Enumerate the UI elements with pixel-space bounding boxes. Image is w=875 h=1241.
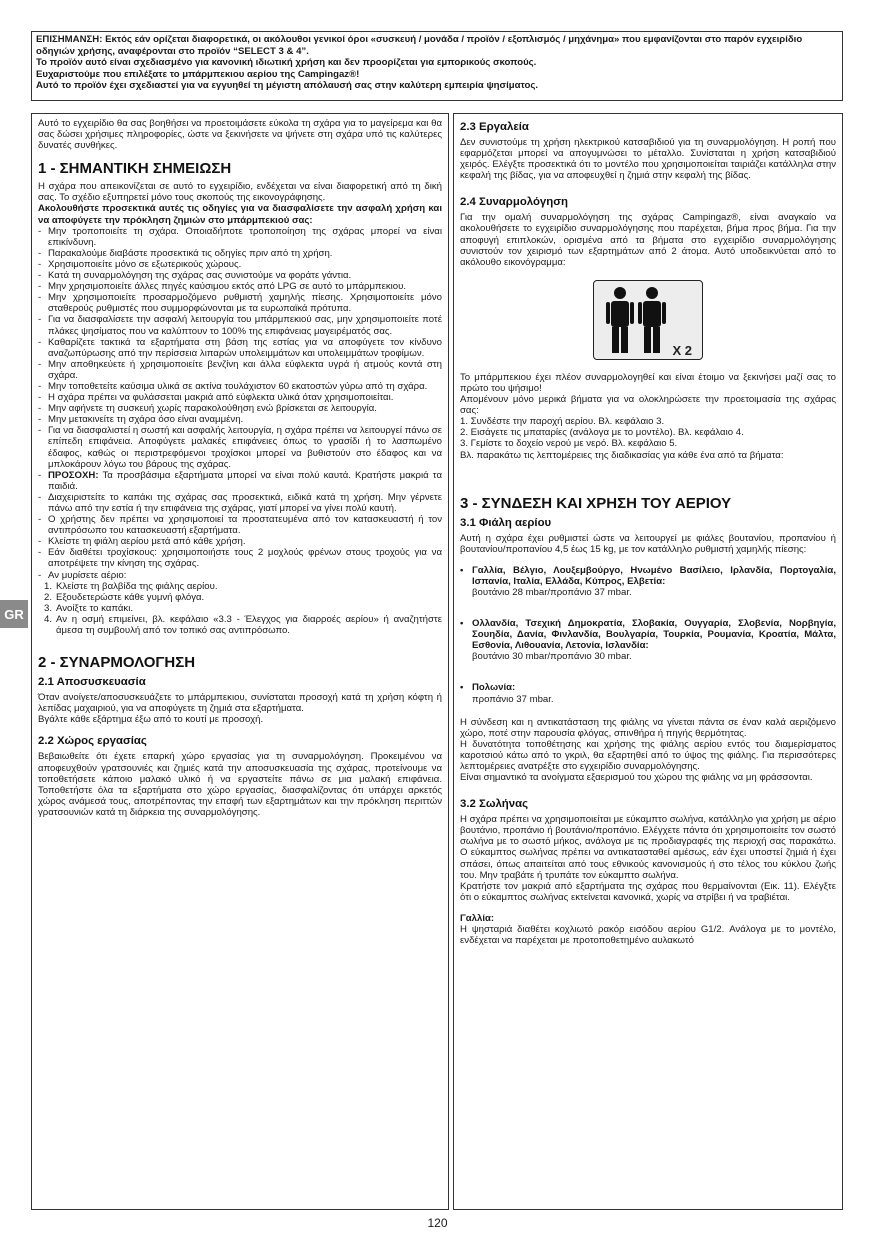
left-column <box>31 113 449 1210</box>
safety-item: - Κατά τη συναρμολόγηση της σχάρας σας συνιστούμε να φοράτε γάντια. <box>38 270 442 281</box>
prep-step: 3. Γεμίστε το δοχείο νερού με νερό. Βλ. κεφάλαιο 5. <box>460 438 678 450</box>
safety-item: - Καθαρίζετε τακτικά τα εξαρτήματα στη βάση της εστίας για να αποφύγετε τον κίνδυνο αναζωπύρωσης από την περίσσεια λιπαρών υπολειμμάτων και υπολειμμάτων τροφίμων. <box>38 337 442 359</box>
section-3-1-paragraph: Αυτή η σχάρα έχει ρυθμιστεί ώστε να λειτουργεί με φιάλες βουτανίου, προπανίου ή βουτανίου/προπανίου 4,5 έως 15 kg, με τον κατάλληλο ρυθμιστή χαμηλής πίεσης: <box>460 532 836 555</box>
section-3-2-title: 3.2 Σωλήνας <box>460 798 529 811</box>
section-2-4-paragraph: Για την ομαλή συναρμολόγηση της σχάρας Campingaz®, είναι αναγκαίο να ακολουθήσετε το εγχειρίδιο συναρμολόγησης που παρέχεται, βήμα προς βήμα. Για την αποφυγή επιπλοκών, ορισμένα από τα βήματα στο εγχειρίδιο συναρμολόγησης συνιστούν τον χειρισμό των εξαρτημάτων από 2 άτομα. Αυτό υποδεικνύεται από το ακόλουθο εικονόγραμμα: <box>460 212 836 268</box>
section-3-1-title: 3.1 Φιάλη αερίου <box>460 516 552 529</box>
safety-list <box>38 226 442 581</box>
safety-item: - Μην αφήνετε τη συσκευή χωρίς παρακολούθηση ενώ βρίσκεται σε λειτουργία. <box>38 403 442 414</box>
times-two-label: X 2 <box>672 342 692 358</box>
notice-line-3: Ευχαριστούμε που επιλέξατε το μπάρμπεκιου αερίου της Campingaz®! <box>36 68 360 80</box>
safety-item: - Μην τοποθετείτε καύσιμα υλικά σε ακτίνα τουλάχιστον 60 εκατοστών γύρω από τη σχάρα. <box>38 381 442 392</box>
caution-item <box>38 470 442 492</box>
safety-item: - Παρακαλούμε διαβάστε προσεκτικά τις οδηγίες πριν από τη χρήση. <box>38 248 442 259</box>
assembled-paragraph: Το μπάρμπεκιου έχει πλέον συναρμολογηθεί και είναι έτοιμο να ξεκινήσει μαζί σας το πρώτο του ψήσιμο! <box>460 371 836 394</box>
section-1-title: 1 - ΣΗΜΑΝΤΙΚΗ ΣΗΜΕΙΩΣΗ <box>38 160 232 178</box>
section-2-2-paragraph: Βεβαιωθείτε ότι έχετε επαρκή χώρο εργασίας για τη συναρμολόγηση. Προκειμένου να αποφευχθούν γρατσουνιές και ζημιές κατά την αποσυσκευασία της σχάρας, προτείνουμε να τοποθετήσετε κάποιο μαλακό υλικό ή να εργαστείτε πάνω σε μια μαλακή επιφάνεια. Τοποθετήστε όλα τα εξαρτήματα στο χώρο εργασίας, διασφαλίζοντας ότι υπάρχει αρκετός χώρος ανάμεσά τους, αποτρέποντας την επαφή των εξαρτημάτων και την πρόκληση περιττών γρατσουνιών κατά τη διάρκεια της συναρμολόγησης. <box>38 751 442 818</box>
section-2-3-paragraph: Δεν συνιστούμε τη χρήση ηλεκτρικού κατσαβιδιού για τη συναρμολόγηση. Η ροπή που εφαρμόζεται μπορεί να απογυμνώσει το μέταλλο. Συνίσταται η χρήση κατσαβιδιού χειρός. Ελέγξτε προσεκτικά ότι το μοντέλο που χρησιμοποιείται ταιριάζει κατάλληλα στην κεφαλή της βίδας, για να αποφευχθεί η ζημιά στην κεφαλή της βίδας. <box>460 137 836 182</box>
safety-item: - Κλείστε τη φιάλη αερίου μετά από κάθε χρήση. <box>38 536 442 547</box>
safety-item: - Διαχειριστείτε το καπάκι της σχάρας σας προσεκτικά, ειδικά κατά τη χρήση. Μην γέρνετε πάνω από την εστία ή την επιφάνεια της σχάρας, γιατί μπορεί να γίνει πολύ καυτή. <box>38 492 442 514</box>
step-item <box>44 592 442 603</box>
notice-line-1: ΕΠΙΣΗΜΑΝΣΗ: Εκτός εάν ορίζεται διαφορετικά, οι ακόλουθοι γενικοί όροι «συσκευή / μονάδα / προϊόν / εξοπλισμός / μηχάνημα» που εμφανίζονται στο παρόν εγχειρίδιο οδηγιών χρήσης, αναφέρονται στο προϊόν “SELECT 3 & 4”. <box>36 34 803 57</box>
language-tab: GR <box>0 600 28 628</box>
step-text: Κλείστε τη βαλβίδα της φιάλης αερίου. <box>56 580 218 592</box>
safety-item: - Εάν διαθέτει τροχίσκους: χρησιμοποιήστε τους 2 μοχλούς φρένων στους τροχούς για να αποτρέψετε την κίνηση της σχάρας. <box>38 547 442 569</box>
section-3-1-paragraph-2: Η σύνδεση και η αντικατάσταση της φιάλης να γίνεται πάντα σε έναν καλά αεριζόμενο χώρο, ποτέ στην παρουσία φλόγας, σπινθήρα ή πηγής θερμότητας. <box>460 716 836 739</box>
gas-pressure: βουτάνιο 28 mbar/προπάνιο 37 mbar. <box>472 586 632 598</box>
safety-item: - Μην αποθηκεύετε ή χρησιμοποιείτε βενζίνη και άλλα εύφλεκτα υγρά ή ατμούς κοντά στη σχάρα. <box>38 359 442 381</box>
section-1-bold-instruction: Ακολουθήστε προσεκτικά αυτές τις οδηγίες για να διασφαλίσετε την ασφαλή χρήση και να αποφύγετε την πρόκληση ζημιών στο μπάρμπεκιού σας: <box>38 203 442 226</box>
section-1-paragraph: Η σχάρα που απεικονίζεται σε αυτό το εγχειρίδιο, ενδέχεται να είναι διαφορετική από τη δική σας. Το σχέδιο εξυπηρετεί μόνο τους σκοπούς της εικονογράφησης. <box>38 181 442 204</box>
remaining-steps-paragraph: Απομένουν μόνο μερικά βήματα για να ολοκληρώσετε την προετοιμασία της σχάρας σας: <box>460 394 836 417</box>
section-2-2-title: 2.2 Χώρος εργασίας <box>38 735 147 748</box>
details-paragraph: Βλ. παρακάτω τις λεπτομέρειες της διαδικασίας για κάθε ένα από τα βήματα: <box>460 449 784 461</box>
step-text: Ανοίξτε το καπάκι. <box>56 602 134 614</box>
page-number: 120 <box>427 1216 448 1230</box>
section-2-1-title: 2.1 Αποσυσκευασία <box>38 676 146 689</box>
right-column <box>453 113 843 1210</box>
section-2-1-paragraph-2: Βγάλτε κάθε εξάρτημα έξω από το κουτί με προσοχή. <box>38 714 264 726</box>
safety-item: - Για να διασφαλιστεί η σωστή και ασφαλής λειτουργία, η σχάρα πρέπει να λειτουργεί πάνω σε επίπεδη επιφάνεια. Αποφύγετε μαλακές επιφάνειες όπως το γρασίδι ή το λασπωμένο έδαφος, καθώς οι περιστρεφόμενοι τροχίσκοι μπορεί να βυθιστούν στο έδαφος και να μπλοκάρουν λόγω του βάρους της σχάρας. <box>38 425 442 469</box>
gas-pressure: προπάνιο 37 mbar. <box>472 693 554 705</box>
step-text: Εξουδετερώστε κάθε γυμνή φλόγα. <box>56 591 205 603</box>
step-number: 2. <box>44 591 53 603</box>
section-2-1-paragraph: Όταν ανοίγετε/αποσυσκευάζετε το μπάρμπεκιου, συνίσταται προσοχή κατά τη χρήση κόφτη ή λεπίδας μαχαιριού, για να αποφύγετε τη ζημιά στα εξαρτήματα. <box>38 692 442 715</box>
notice-line-2: Το προϊόν αυτό είναι σχεδιασμένο για κανονική ιδιωτική χρήση και δεν προορίζεται για εμπορικούς σκοπούς. <box>36 57 537 69</box>
safety-item: - Μην χρησιμοποιείτε άλλες πηγές καύσιμου εκτός από LPG σε αυτό το μπάρμπεκιου. <box>38 281 442 292</box>
country-group <box>460 618 836 662</box>
gas-smell-steps <box>38 581 442 636</box>
safety-item: - Ο χρήστης δεν πρέπει να χρησιμοποιεί τα προστατευμένα από τον κατασκευαστή ή τον αντιπρόσωπο του κατασκευαστή εξαρτήματα. <box>38 514 442 536</box>
caution-text: Τα προσβάσιμα εξαρτήματα μπορεί να είναι πολύ καυτά. Κρατήστε μακριά τα παιδιά. <box>48 469 442 492</box>
section-2-4-title: 2.4 Συναρμολόγηση <box>460 196 568 209</box>
section-3-title: 3 - ΣΥΝΔΕΣΗ ΚΑΙ ΧΡΗΣΗ ΤΟΥ ΑΕΡΙΟΥ <box>460 494 732 512</box>
safety-item: - Αν μυρίσετε αέριο: <box>38 570 442 581</box>
country-pressure-list <box>460 565 836 705</box>
step-number: 3. <box>44 602 53 614</box>
section-2-title: 2 - ΣΥΝΑΡΜΟΛΟΓΗΣΗ <box>38 654 196 672</box>
country-names: • Γαλλία, Βέλγιο, Λουξεμβούργο, Ηνωμένο Βασίλειο, Ιρλανδία, Πορτογαλία, Ισπανία, Ιταλία, Ελλάδα, Κύπρος, Ελβετία: <box>472 564 836 587</box>
france-label: Γαλλία: <box>460 912 495 924</box>
notice-box <box>31 31 843 101</box>
step-item <box>44 581 442 592</box>
safety-item: - Για να διασφαλίσετε την ασφαλή λειτουργία του μπάρμπεκιού σας, μην χρησιμοποιείτε ποτέ πλάκες ψησίματος που να καλύπτουν το 100% της επιφάνειας μαγειρέματός σας. <box>38 314 442 336</box>
step-number: 4. <box>44 613 53 625</box>
step-item <box>44 614 442 636</box>
caution-label: ΠΡΟΣΟΧΗ: <box>48 469 99 481</box>
prep-step: 1. Συνδέστε την παροχή αερίου. Βλ. κεφάλαιο 3. <box>460 416 665 428</box>
section-3-2-paragraph: Η σχάρα πρέπει να χρησιμοποιείται με εύκαμπτο σωλήνα, κατάλληλο για χρήση με αέριο βουτάνιο, προπάνιο ή βουτάνιο/προπάνιο. Ελέγχετε πάντα ότι χρησιμοποιείτε τον σωστό σωλήνα με το σωστό μήκος, ανάλογα με τις προδιαγραφές της περιοχή σας παρακάτω. Ο εύκαμπτος σωλήνας πρέπει να αντικατασταθεί αμέσως, εάν έχει υποστεί ζημιά ή έχει σπάσει, όπως απαιτείται από τους εθνικούς κανονισμούς ή στο τέλος του κύκλου ζωής του. Μην τραβάτε ή τρυπάτε τον εύκαμπτο σωλήνα. <box>460 814 836 881</box>
safety-item: - Μην χρησιμοποιείτε προσαρμοζόμενο ρυθμιστή χαμηλής πίεσης. Χρησιμοποιείτε μόνο σταθερούς ρυθμιστές που συμμορφώνονται με τα ευρωπαϊκά πρότυπα. <box>38 292 442 314</box>
safety-item: - Χρησιμοποιείτε μόνο σε εξωτερικούς χώρους. <box>38 259 442 270</box>
country-names: • Ολλανδία, Τσεχική Δημοκρατία, Σλοβακία, Ουγγαρία, Σλοβενία, Νορβηγία, Σουηδία, Δανία, Φινλανδία, Βουλγαρία, Τουρκία, Ρουμανία, Κροατία, Μάλτα, Εσθονία, Λιθουανία, Λετονία, Ισλανδία: <box>472 618 836 652</box>
step-item <box>44 603 442 614</box>
section-3-1-paragraph-3: Η δυνατότητα τοποθέτησης και χρήσης της φιάλης αερίου εντός του διαμερίσματος καροτσιού κάτω από το γκριλ, θα εξαρτηθεί από το ύψος της φιάλης. Για περισσότερες λεπτομέρειες ανατρέξτε στο εγχειρίδιο συναρμολόγησης. <box>460 738 836 772</box>
intro-paragraph: Αυτό το εγχειρίδιο θα σας βοηθήσει να προετοιμάσετε εύκολα τη σχάρα για το μαγείρεμα και θα σας δώσει χρήσιμες πληροφορίες, ώστε να ξεκινήσετε να ψήνετε στη σχάρα υπό τις καλύτερες δυνατές συνθήκες. <box>38 118 442 152</box>
safety-item: - Μην τροποποιείτε τη σχάρα. Οποιαδήποτε τροποποίηση της σχάρας μπορεί να είναι επικίνδυνη. <box>38 226 442 248</box>
step-text: Αν η οσμή επιμείνει, βλ. κεφάλαιο «3.3 - Έλεγχος για διαρροές αερίου» ή αναζητήστε άμεσα τη συμβουλή από τον τοπικό σας αντιπρόσωπο. <box>56 613 442 637</box>
country-group <box>460 565 836 598</box>
step-number: 1. <box>44 580 53 592</box>
safety-item: - Μην μετακινείτε τη σχάρα όσο είναι αναμμένη. <box>38 414 442 425</box>
two-person-pictogram <box>593 280 703 360</box>
safety-item: - Η σχάρα πρέπει να φυλάσσεται μακριά από εύφλεκτα υλικά όταν χρησιμοποιείται. <box>38 392 442 403</box>
prep-step: 2. Εισάγετε τις μπαταρίες (ανάλογα με το μοντέλο). Βλ. κεφάλαιο 4. <box>460 427 744 439</box>
france-paragraph: Η ψησταριά διαθέτει κοχλιωτό ρακόρ εισόδου αερίου G1/2. Ανάλογα με το μοντέλο, ενδέχεται να παρέχεται με προτοποθετημένο αυλακωτό <box>460 924 836 947</box>
section-3-1-paragraph-4: Είναι σημαντικό τα ανοίγματα εξαερισμού του χώρου της φιάλης να μη φράσσονται. <box>460 772 813 784</box>
notice-line-4: Αυτό το προϊόν έχει σχεδιαστεί για να εγγυηθεί τη μέγιστη απόλαυσή σας στην καλύτερη εμπειρία ψησίματος. <box>36 80 539 92</box>
gas-pressure: βουτάνιο 30 mbar/προπάνιο 30 mbar. <box>472 651 632 663</box>
country-group <box>460 682 836 704</box>
section-2-3-title: 2.3 Εργαλεία <box>460 121 529 133</box>
section-3-2-paragraph-2: Κρατήστε τον μακριά από εξαρτήματα της σχάρας που θερμαίνονται (Εικ. 11). Ελέγξτε ότι ο εύκαμπτος σωλήνας εκτείνεται κανονικά, χωρίς να στρίβει ή να τραβιέται. <box>460 880 836 903</box>
country-names: • Πολωνία: <box>472 682 516 694</box>
